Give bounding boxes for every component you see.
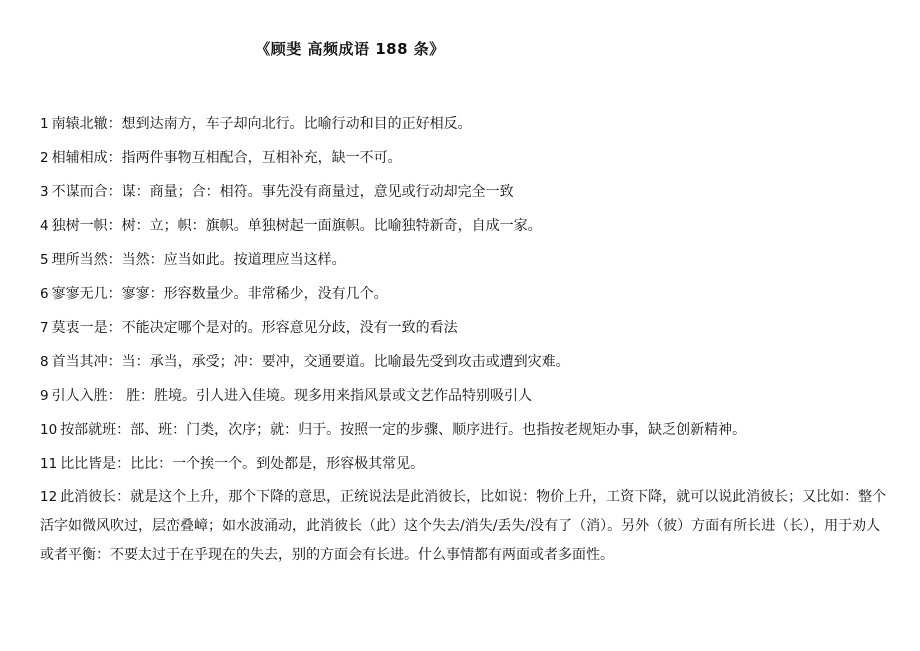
list-item — [40, 277, 890, 311]
entry-idiom: 比比皆是： — [60, 456, 131, 472]
list-item — [40, 447, 890, 481]
entry-idiom: 此消彼长： — [60, 489, 131, 505]
entry-definition: 寥寥：形容数量少。非常稀少，没有几个。 — [121, 286, 388, 302]
list-item — [40, 175, 890, 209]
list-item — [40, 141, 890, 175]
entry-idiom: 莫衷一是： — [51, 320, 122, 336]
entry-idiom: 相辅相成： — [51, 150, 122, 166]
entry-number: 8 — [40, 354, 49, 370]
entry-definition: 指两件事物互相配合，互相补充，缺一不可。 — [121, 150, 402, 166]
entry-definition: 胜：胜境。引人进入佳境。现多用来指风景或文艺作品特别吸引人 — [121, 388, 533, 404]
entry-definition: 树：立；帜：旗帜。单独树起一面旗帜。比喻独特新奇，自成一家。 — [121, 218, 542, 234]
entry-number: 11 — [40, 456, 58, 472]
list-item — [40, 379, 890, 413]
entry-idiom: 南辕北辙： — [51, 116, 122, 132]
entry-definition: 想到达南方，车子却向北行。比喻行动和目的正好相反。 — [121, 116, 472, 132]
entry-number: 6 — [40, 286, 49, 302]
entry-definition: 不能决定哪个是对的。形容意见分歧，没有一致的看法 — [121, 320, 458, 336]
entry-definition: 谋：商量；合：相符。事先没有商量过，意见或行动却完全一致 — [121, 184, 514, 200]
entry-number: 4 — [40, 218, 49, 234]
entry-idiom: 不谋而合： — [51, 184, 122, 200]
list-item — [40, 243, 890, 277]
list-item — [40, 107, 890, 141]
entry-definition: 比比：一个挨一个。到处都是，形容极其常见。 — [130, 456, 425, 472]
page-title: 《顾斐 高频成语 188 条》 — [255, 40, 445, 58]
list-item — [40, 311, 890, 345]
entry-definition: 当：承当，承受；冲：要冲，交通要道。比喻最先受到攻击或遭到灾难。 — [121, 354, 570, 370]
entry-number: 3 — [40, 184, 49, 200]
entry-number: 7 — [40, 320, 49, 336]
entry-definition: 就是这个上升，那个下降的意思，正统说法是此消彼长，比如说：物价上升，工资下降，就可以说此消彼长；又比如：整个活字如微风吹过，层峦叠嶂；如水波涌动，此消彼长（此）这个失去/消失/丢失/没有了（消）。另外（彼）方面有所长进（长），用于劝人或者平衡：不要太过于在乎现在的失去，别的方面会有长进。什么事情都有两面或者多面性。 — [40, 489, 887, 563]
entry-number: 12 — [40, 489, 58, 505]
entry-number: 1 — [40, 116, 49, 132]
entry-number: 2 — [40, 150, 49, 166]
entry-definition: 部、班：门类，次序；就：归于。按照一定的步骤、顺序进行。也指按老规矩办事，缺乏创新精神。 — [130, 422, 747, 438]
list-item — [40, 413, 890, 447]
entry-number: 10 — [40, 422, 58, 438]
entry-number: 9 — [40, 388, 49, 404]
entry-idiom: 理所当然： — [51, 252, 122, 268]
entry-idiom: 独树一帜： — [51, 218, 122, 234]
entry-idiom: 首当其冲： — [51, 354, 122, 370]
entry-idiom: 按部就班： — [60, 422, 131, 438]
idiom-list — [40, 107, 890, 570]
list-item — [40, 209, 890, 243]
list-item — [40, 483, 890, 570]
entry-idiom: 引人入胜： — [51, 388, 122, 404]
list-item — [40, 345, 890, 379]
entry-definition: 当然：应当如此。按道理应当这样。 — [121, 252, 346, 268]
entry-number: 5 — [40, 252, 49, 268]
entry-idiom: 寥寥无几： — [51, 286, 122, 302]
